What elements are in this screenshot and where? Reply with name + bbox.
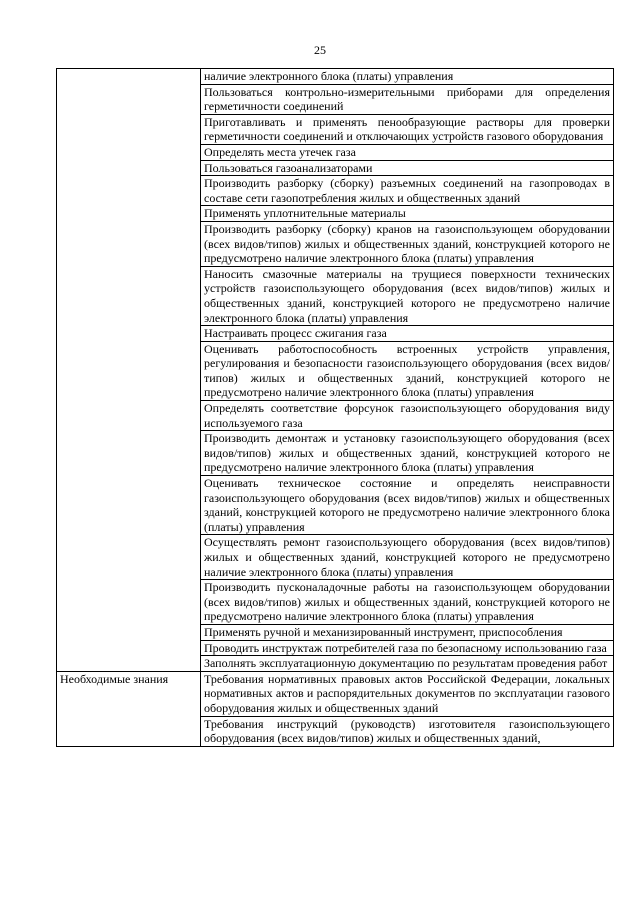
skills-table-body [57, 69, 614, 747]
item-text: Определять соответствие форсунок газоиспользующего оборудования виду используемого газа [204, 401, 610, 430]
item-text: Применять ручной и механизированный инструмент, приспособления [204, 624, 563, 639]
item-cell [201, 656, 614, 672]
item-text: Производить разборку (сборку) кранов на газоиспользующем оборудовании (всех видов/типов) жилых и общественных зданий, конструкцией которого не предусмотрено наличие электронного блока (платы) управления [204, 221, 610, 266]
item-text: Производить разборку (сборку) разъемных соединений на газопроводах в составе сети газопотребления жилых и общественных зданий [204, 176, 610, 205]
item-cell [201, 341, 614, 400]
table-row [57, 671, 614, 716]
item-cell [201, 326, 614, 342]
item-text: Приготавливать и применять пенообразующие растворы для проверки герметичности соединений и отключающих устройств газового оборудования [204, 114, 610, 144]
item-text: Пользоваться газоанализаторами [204, 160, 373, 175]
item-cell [201, 69, 614, 85]
item-text: Требования инструкций (руководств) изготовителя газоиспользующего оборудования (всех видов/типов) жилых и общественных зданий, [204, 716, 610, 746]
item-cell [201, 401, 614, 431]
item-text: Требования нормативных правовых актов Российской Федерации, локальных нормативных актов и распорядительных документов по эксплуатации газового оборудования жилых и общественных зданий [204, 671, 610, 715]
item-cell [201, 114, 614, 144]
item-text: Пользоваться контрольно-измерительными приборами для определения герметичности соединений [204, 84, 610, 114]
item-text: наличие электронного блока (платы) управления [204, 69, 454, 83]
item-cell [201, 176, 614, 206]
skills-table [56, 68, 614, 747]
item-text: Производить демонтаж и установку газоиспользующего оборудования (всех видов/типов) жилых и общественных зданий, конструкцией которого не предусмотрено наличие электронного блока (платы) управления [204, 431, 610, 475]
item-cell [201, 716, 614, 746]
item-cell [201, 221, 614, 266]
page-number: 25 [314, 43, 326, 57]
item-text: Проводить инструктаж потребителей газа по безопасному использованию газа [204, 640, 607, 655]
item-text: Заполнять эксплуатационную документацию по результатам проведения работ [204, 656, 608, 671]
item-text: Осуществлять ремонт газоиспользующего оборудования (всех видов/типов) жилых и общественных зданий, конструкцией которого не предусмотрено наличие электронного блока (платы) управления [204, 535, 610, 579]
table-row [57, 69, 614, 85]
item-cell [201, 535, 614, 580]
item-cell [201, 580, 614, 625]
item-text: Производить пусконаладочные работы на газоиспользующем оборудовании (всех видов/типов) жилых и общественных зданий, конструкцией которого не предусмотрено наличие электронного блока (платы) управления [204, 580, 610, 624]
item-text: Применять уплотнительные материалы [204, 206, 406, 221]
item-cell [201, 671, 614, 716]
item-text: Оценивать работоспособность встроенных устройств управления, регулирования и безопасности газоиспользующего оборудования (всех видов/типов) жилых и общественных зданий, конструкцией которого не предусмотрено наличие электронного блока (платы) управления [204, 341, 610, 400]
item-text: Настраивать процесс сжигания газа [204, 326, 387, 341]
item-cell [201, 476, 614, 535]
item-cell [201, 160, 614, 176]
item-text: Определять места утечек газа [204, 144, 356, 159]
item-cell [201, 144, 614, 160]
item-cell [201, 640, 614, 656]
item-text: Оценивать техническое состояние и определять неисправности газоиспользующего оборудования (всех видов/типов) жилых и общественных зданий, конструкцией которого не предусмотрено наличие электронного блока (платы) управления [204, 476, 610, 534]
item-cell [201, 624, 614, 640]
group-label-cell [57, 69, 201, 672]
item-cell [201, 431, 614, 476]
item-text: Наносить смазочные материалы на трущиеся поверхности технических устройств газоиспользующего оборудования (всех видов/типов) жилых и общественных зданий, конструкцией которого не предусмотрено наличие электронного блока (платы) управления [204, 266, 610, 325]
item-cell [201, 84, 614, 114]
group-label: Необходимые знания [60, 671, 169, 686]
item-cell [201, 206, 614, 222]
item-cell [201, 266, 614, 325]
group-label-cell [57, 671, 201, 746]
